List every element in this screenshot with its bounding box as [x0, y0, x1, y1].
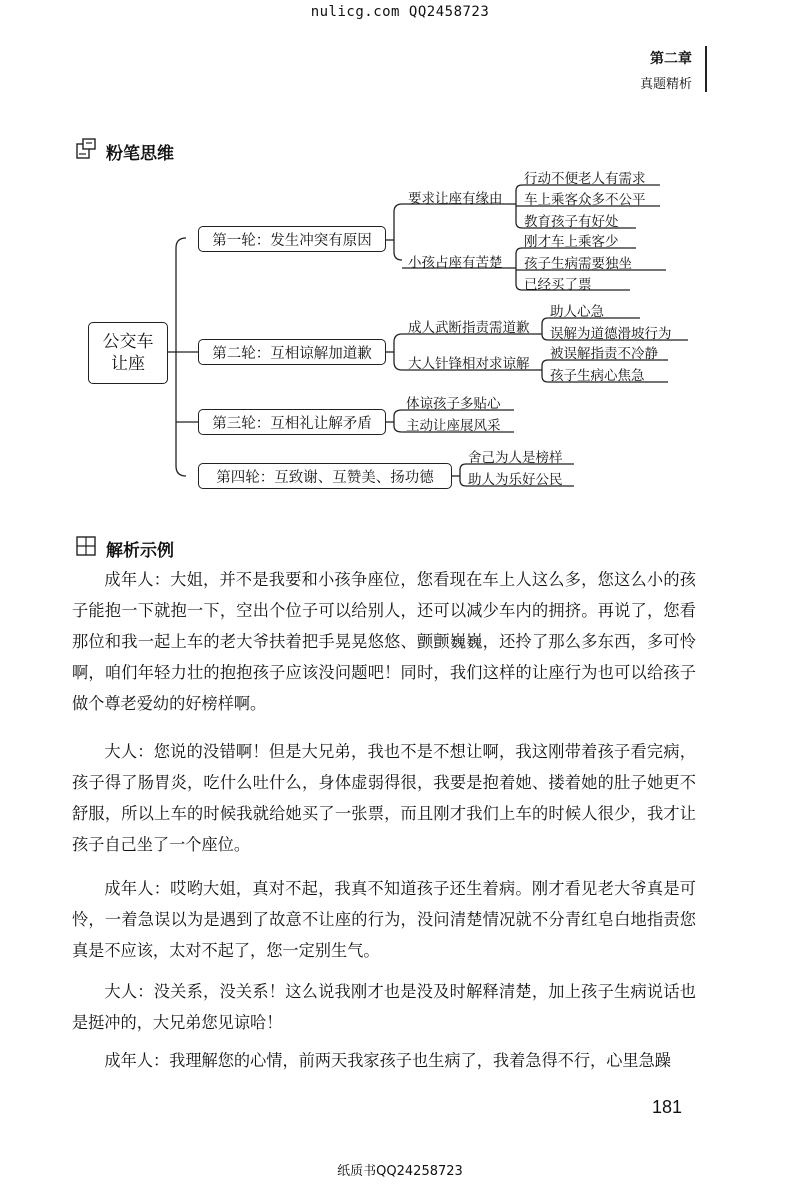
- branch-2-sub-1: 成人武断指责需道歉: [408, 320, 530, 336]
- chapter-title: 第二章: [650, 51, 692, 67]
- mindmap-section-title: 粉笔思维: [106, 144, 174, 164]
- leaf-3-1: 体谅孩子多贴心: [406, 396, 501, 412]
- paragraph-2: 大人：您说的没错啊！但是大兄弟，我也不是不想让啊，我这刚带着孩子看完病，孩子得了肠胃炎，吃什么吐什么，身体虚弱得很，我要是抱着她、搂着她的肚子她更不舒服，所以上车的时候我就给她买了一张票，而且刚才我们上车的时候人很少，我才让孩子自己坐了一个座位。: [72, 742, 696, 854]
- analysis-section-icon: [76, 536, 96, 556]
- leaf-1-1-2: 车上乘客众多不公平: [524, 192, 646, 208]
- leaf-4-1: 舍己为人是榜样: [468, 450, 563, 466]
- leaf-2-1-2: 误解为道德滑坡行为: [550, 326, 672, 342]
- leaf-2-1-1: 助人心急: [550, 304, 604, 320]
- paragraph-1: 成年人：大姐，并不是我要和小孩争座位，您看现在车上人这么多，您这么小的孩子能抱一下就抱一下，空出个位子可以给别人，还可以减少车内的拥挤。再说了，您看那位和我一起上车的老大爷扶着把手晃晃悠悠、颤颤巍巍，还拎了那么多东西，多可怜啊，咱们年轻力壮的抱抱孩子应该没问题吧！同时，我们这样的让座行为也可以给孩子做个尊老爱幼的好榜样啊。: [72, 570, 696, 713]
- page-number: 181: [652, 1097, 683, 1117]
- top-watermark: nulicg.com QQ2458723: [310, 4, 490, 20]
- leaf-1-1-3: 教育孩子有好处: [524, 214, 619, 230]
- chapter-subtitle: 真题精析: [639, 77, 692, 92]
- branch-1-label: 第一轮：发生冲突有原因: [198, 226, 386, 252]
- branch-1-sub-1: 要求让座有缘由: [408, 191, 503, 207]
- mindmap-root: 公交车 让座: [88, 322, 168, 384]
- leaf-1-2-1: 刚才车上乘客少: [524, 234, 619, 250]
- leaf-1-2-2: 孩子生病需要独坐: [524, 256, 632, 272]
- branch-2-sub-2: 大人针锋相对求谅解: [408, 356, 530, 372]
- branch-1-sub-2: 小孩占座有苦楚: [408, 255, 503, 271]
- analysis-section-title: 解析示例: [106, 541, 174, 561]
- leaf-1-1-1: 行动不便老人有需求: [524, 171, 646, 187]
- leaf-2-2-2: 孩子生病心焦急: [550, 368, 645, 384]
- paragraph-4: 大人：没关系，没关系！这么说我刚才也是没及时解释清楚，加上孩子生病说话也是挺冲的，大兄弟您见谅哈！: [72, 982, 696, 1032]
- paragraph-3: 成年人：哎哟大姐，真对不起，我真不知道孩子还生着病。刚才看见老大爷真是可怜，一着急误以为是遇到了故意不让座的行为，没问清楚情况就不分青红皂白地指责您真是不应该，太对不起了，您一定别生气。: [72, 879, 696, 960]
- leaf-3-2: 主动让座展风采: [406, 418, 501, 434]
- bottom-watermark: 纸质书QQ24258723: [337, 1164, 463, 1179]
- branch-4-label: 第四轮：互致谢、互赞美、扬功德: [198, 463, 452, 489]
- leaf-1-2-3: 已经买了票: [524, 277, 592, 293]
- branch-3-label: 第三轮：互相礼让解矛盾: [198, 409, 386, 435]
- branch-2-label: 第二轮：互相谅解加道歉: [198, 339, 386, 365]
- paragraph-5: 成年人：我理解您的心情，前两天我家孩子也生病了，我着急得不行，心里急躁: [104, 1051, 671, 1070]
- leaf-4-2: 助人为乐好公民: [468, 472, 563, 488]
- mindmap-connectors: [0, 0, 800, 520]
- leaf-2-2-1: 被误解指责不冷静: [550, 346, 658, 362]
